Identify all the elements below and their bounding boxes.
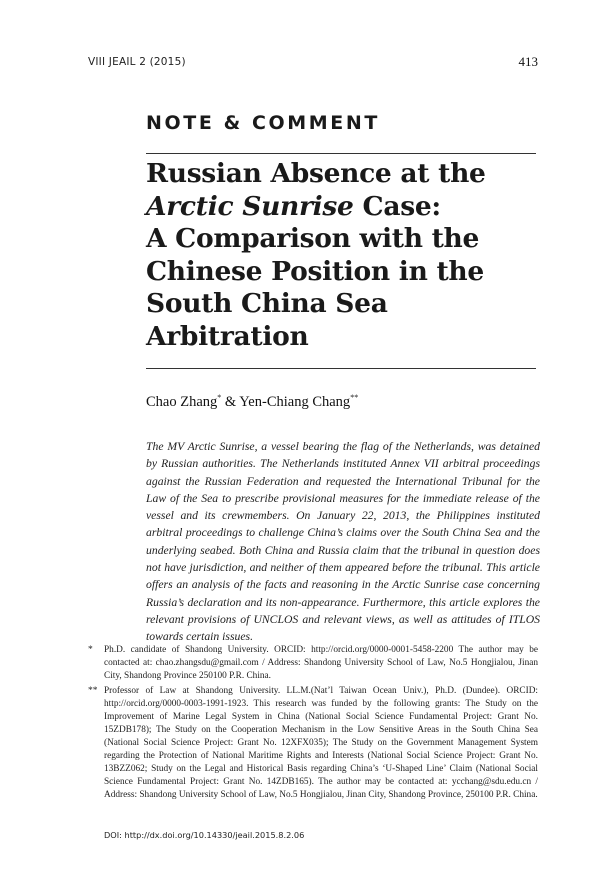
journal-header: VIII JEAIL 2 (2015) — [88, 56, 186, 68]
page-number: 413 — [518, 54, 538, 69]
footnote — [88, 685, 538, 802]
footnote-text: Professor of Law at Shandong University. LL.M.(Nat’l Taiwan Ocean Univ.), Ph.D. (Dundee). ORCID: http://orcid.org/0000-0003-1991-1923. This research was funded by the following grants: The Study on the Improvement of Marine Legal System in China (National Social Science Fundamental Project: Grant No. 15ZDB178); The Study on the Cooperation Mechanism in the Low Sensitive Areas in the South China Sea (National Social Science Project: Grant No. 12XFX035); The Study on the Government Management System regarding the Protection of National Maritime Rights and Interests (National Social Science Project: Grant No. 13BZZ062; Study on the Legal and Historical Basis regarding China’s ‘U-Shaped Line’ Claim (National Social Science Fundamental Project: Grant No. 14ZDB165). The author may be contacted at: ycchang@sdu.edu.cn / Address: Shandong University School of Law, No.5 Hongjialou, Jinan City, Shandong Province, 250100 P.R. China. — [104, 686, 538, 800]
footnote — [88, 644, 538, 683]
footnote-mark: ** — [88, 686, 98, 696]
title-line: Chinese Position in the — [146, 255, 484, 287]
abstract: The MV Arctic Sunrise, a vessel bearing the flag of the Netherlands, was detained by Russian authorities. The Netherlands instituted Annex VII arbitral proceedings against the Russian Federation and requested the International Tribunal for the Law of the Sea to prescribe provisional measures for the immediate release of the vessel and its crewmembers. On January 22, 2013, the Philippines instituted arbitral proceedings to challenge China’s claims over the South China Sea and the underlying seabed. Both China and Russia claim that the tribunal in question does not have jurisdiction, and neither of them appeared before the tribunal. This article offers an analysis of the facts and reasoning in the Arctic Sunrise case concerning Russia’s declaration and its non-appearance. Furthermore, this article explores the relevant provisions of UNCLOS and relevant views, as well as attitudes of ITLOS towards certain issues. — [146, 440, 540, 644]
footnote-mark: * — [88, 645, 93, 655]
title-bottom-rule — [146, 368, 536, 369]
title-line: Russian Absence at the — [146, 158, 486, 189]
author-line — [146, 393, 358, 411]
footnote-marker[interactable]: * — [217, 393, 222, 402]
author-name: Chao Zhang — [146, 394, 218, 410]
title-line-rest: Case: — [353, 190, 441, 222]
doi-link[interactable]: DOI: http://dx.doi.org/10.14330/jeail.2015.8.2.06 — [104, 830, 305, 840]
footnote-text: Ph.D. candidate of Shandong University. ORCID: http://orcid.org/0000-0001-5458-2200 The author may be contacted at: chao.zhangsdu@gmail.com / Address: Shandong University School of Law, No.5 Hongjialou, Jinan City, Shandong Province 250100 P.R. China. — [104, 645, 538, 681]
author-separator: & — [221, 394, 240, 410]
title-italic-case-name: Arctic Sunrise — [146, 190, 354, 222]
title-line — [146, 191, 538, 224]
article-title — [146, 158, 538, 353]
footnote-marker[interactable]: ** — [350, 393, 359, 402]
section-label: NOTE & COMMENT — [146, 112, 380, 134]
title-line: A Comparison with the — [146, 223, 480, 254]
title-line: South China Sea — [146, 288, 388, 319]
author-name: Yen-Chiang Chang — [239, 394, 351, 410]
title-line: Arbitration — [146, 320, 309, 352]
footnotes — [88, 644, 538, 804]
title-top-rule — [146, 153, 536, 154]
